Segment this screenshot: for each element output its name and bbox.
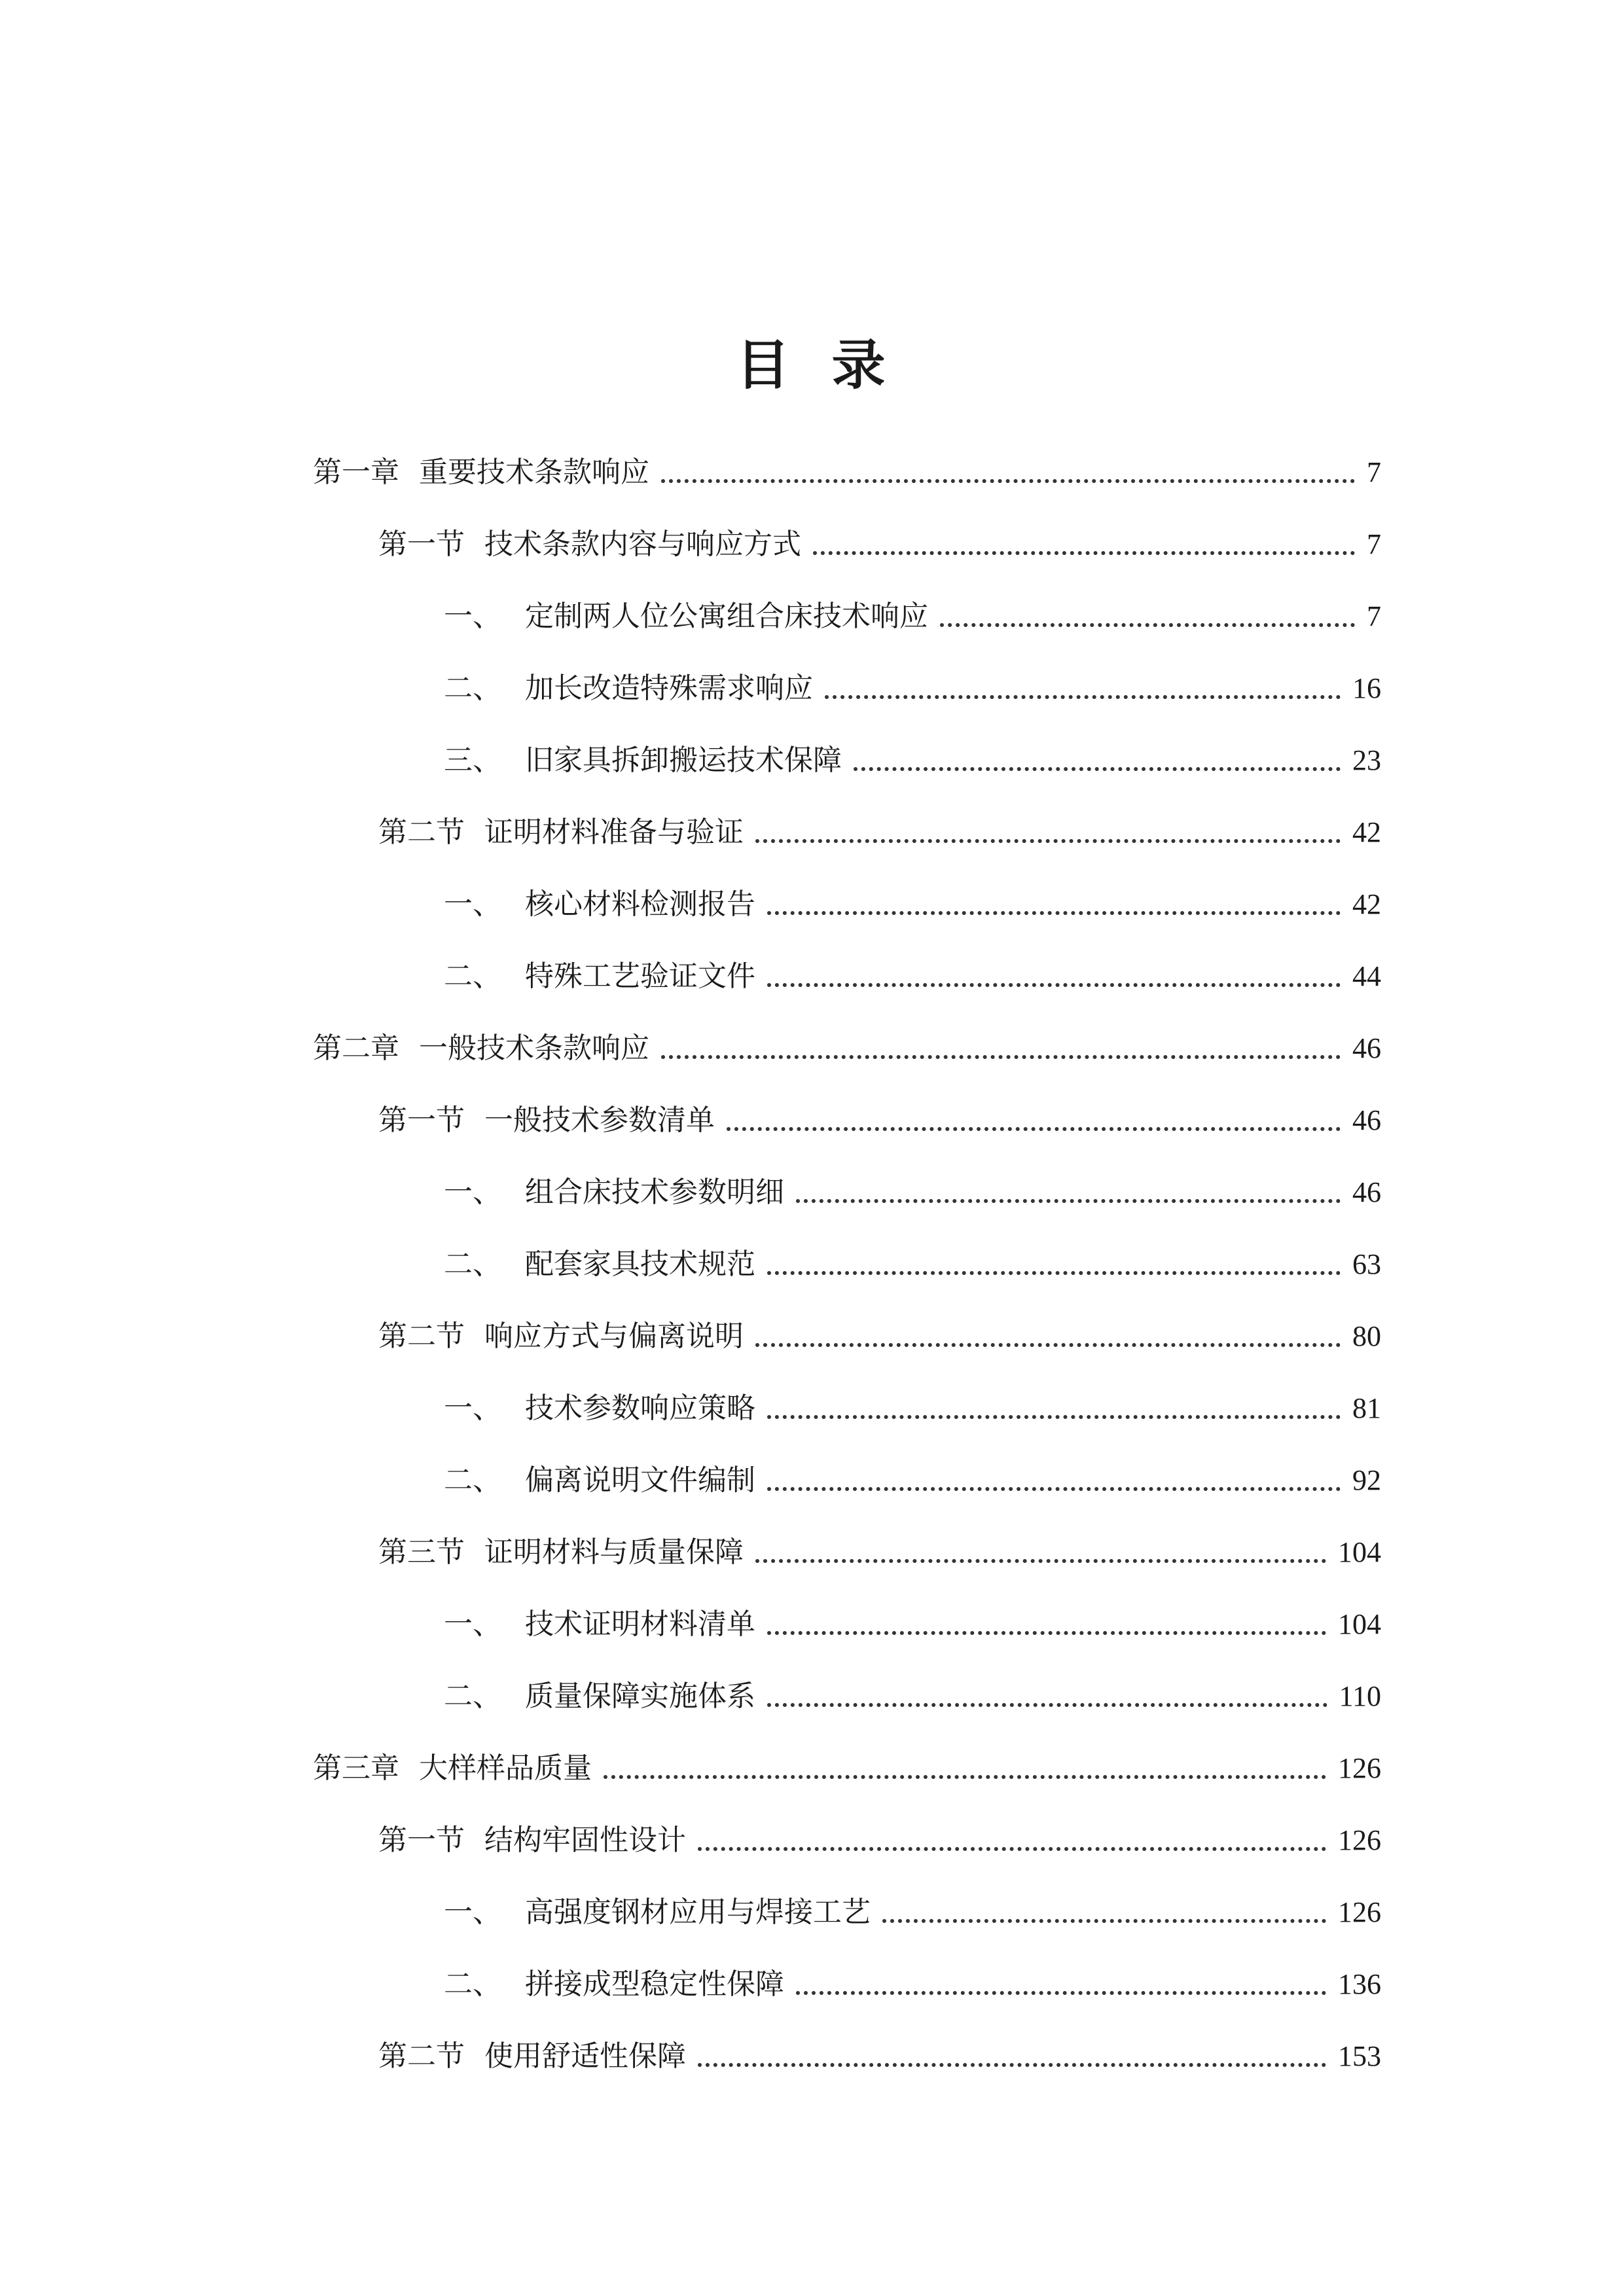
toc-entry-leader — [796, 1991, 1326, 1995]
toc-entry-label: 定制两人位公寓组合床技术响应 — [525, 600, 928, 633]
toc-entry[interactable] — [444, 1886, 1381, 1932]
toc-entry-label: 一般技术条款响应 — [419, 1031, 649, 1065]
toc-entry[interactable] — [444, 590, 1381, 636]
toc-entry-leader — [854, 767, 1341, 771]
toc-entry[interactable] — [378, 1310, 1381, 1356]
toc-entry-prefix: 第二章 — [313, 1031, 399, 1065]
toc-entry-leader — [755, 839, 1341, 843]
toc-entry[interactable] — [444, 1598, 1381, 1644]
toc-entry-leader — [698, 1847, 1326, 1851]
toc-entry-prefix: 二、 — [444, 960, 501, 993]
page-title-left: 目 — [736, 333, 793, 397]
toc-entry-leader — [604, 1775, 1326, 1779]
toc-entry-label: 证明材料与质量保障 — [484, 1535, 744, 1569]
toc-entry-page: 23 — [1352, 744, 1381, 776]
toc-entry-label: 证明材料准备与验证 — [484, 816, 744, 849]
toc-entry[interactable] — [378, 806, 1381, 852]
toc-entry-page: 7 — [1367, 456, 1381, 488]
toc-entry-prefix: 二、 — [444, 1247, 501, 1281]
toc-entry-page: 136 — [1338, 1968, 1381, 2000]
toc-entry-label: 旧家具拆卸搬运技术保障 — [525, 744, 842, 777]
toc-entry-prefix: 二、 — [444, 672, 501, 705]
toc-entry-label: 使用舒适性保障 — [484, 2039, 686, 2073]
toc-entry-leader — [767, 1703, 1327, 1707]
toc-entry-label: 配套家具技术规范 — [525, 1247, 755, 1281]
toc-entry-leader — [767, 1415, 1341, 1419]
toc-entry-page: 104 — [1338, 1608, 1381, 1640]
toc-entry[interactable] — [313, 1742, 1381, 1788]
toc-entry-prefix: 第一节 — [378, 528, 465, 561]
toc-entry-prefix: 第二节 — [378, 1319, 465, 1353]
toc-entry-prefix: 一、 — [444, 1607, 501, 1641]
toc-entry-label: 结构牢固性设计 — [484, 1823, 686, 1857]
toc-entry[interactable] — [313, 446, 1381, 492]
toc-entry-page: 42 — [1352, 816, 1381, 848]
toc-entry[interactable] — [444, 1238, 1381, 1284]
toc-entry-page: 63 — [1352, 1248, 1381, 1280]
toc-entry-prefix: 一、 — [444, 1895, 501, 1929]
toc-entry-label: 技术证明材料清单 — [525, 1607, 755, 1641]
toc-entry-page: 153 — [1338, 2040, 1381, 2072]
page-title-right: 录 — [831, 333, 888, 397]
toc-entry-label: 一般技术参数清单 — [484, 1103, 715, 1137]
toc-entry-leader — [882, 1919, 1326, 1923]
toc-entry-prefix: 第一节 — [378, 1103, 465, 1137]
toc-entry-page: 46 — [1352, 1104, 1381, 1136]
toc-entry-prefix: 第三节 — [378, 1535, 465, 1569]
toc-entry-page: 126 — [1338, 1752, 1381, 1784]
toc-entry-label: 技术参数响应策略 — [525, 1391, 755, 1425]
toc-entry-label: 特殊工艺验证文件 — [525, 960, 755, 993]
toc-entry-label: 加长改造特殊需求响应 — [525, 672, 813, 705]
toc-entry[interactable] — [444, 950, 1381, 996]
toc-entry-page: 42 — [1352, 888, 1381, 920]
toc-entry[interactable] — [378, 1094, 1381, 1140]
toc-entry-leader — [661, 1055, 1341, 1059]
toc-entry-leader — [813, 551, 1355, 555]
toc-entry[interactable] — [444, 878, 1381, 924]
toc-entry-label: 高强度钢材应用与焊接工艺 — [525, 1895, 871, 1929]
toc-entry-leader — [698, 2063, 1326, 2067]
toc-entry-leader — [661, 479, 1355, 483]
toc-entry-leader — [767, 911, 1341, 915]
toc-entry-page: 92 — [1352, 1464, 1381, 1496]
toc-entry-prefix: 第一节 — [378, 1823, 465, 1857]
toc-entry-label: 拼接成型稳定性保障 — [525, 1967, 784, 2001]
toc-entry[interactable] — [444, 1166, 1381, 1212]
toc-entry-label: 技术条款内容与响应方式 — [484, 528, 801, 561]
toc-entry-prefix: 一、 — [444, 888, 501, 921]
toc-entry-leader — [755, 1343, 1341, 1347]
toc-entry-leader — [940, 623, 1355, 627]
toc-entry-prefix: 一、 — [444, 600, 501, 633]
toc-entry-page: 16 — [1352, 672, 1381, 704]
toc-entry-label: 大样样品质量 — [419, 1751, 592, 1785]
toc-entry-leader — [767, 1271, 1341, 1275]
toc-entry-prefix: 二、 — [444, 1967, 501, 2001]
toc-entry-label: 核心材料检测报告 — [525, 888, 755, 921]
toc-entry-leader — [727, 1127, 1341, 1131]
toc-entry-page: 104 — [1338, 1536, 1381, 1568]
toc-entry-prefix: 二、 — [444, 1463, 501, 1497]
toc-entry-leader — [755, 1559, 1326, 1563]
toc-entry-leader — [767, 1631, 1326, 1635]
toc-entry-leader — [796, 1199, 1341, 1203]
toc-entry-label: 响应方式与偏离说明 — [484, 1319, 744, 1353]
toc-entry-label: 重要技术条款响应 — [419, 456, 649, 489]
toc-entry-prefix: 第二节 — [378, 2039, 465, 2073]
toc-entry-page: 126 — [1338, 1824, 1381, 1856]
toc-entry[interactable] — [378, 1814, 1381, 1860]
toc-entry-prefix: 二、 — [444, 1679, 501, 1713]
toc-entry-page: 7 — [1367, 600, 1381, 632]
toc-entry-prefix: 第二节 — [378, 816, 465, 849]
toc-entry-leader — [767, 983, 1341, 987]
toc-entry-label: 偏离说明文件编制 — [525, 1463, 755, 1497]
toc-entry[interactable] — [444, 734, 1381, 780]
toc-entry[interactable] — [378, 518, 1381, 564]
toc-entry-page: 44 — [1352, 960, 1381, 992]
toc-entry[interactable] — [378, 1526, 1381, 1572]
toc-entry-page: 46 — [1352, 1176, 1381, 1208]
toc-entry-prefix: 一、 — [444, 1175, 501, 1209]
toc-entry-page: 46 — [1352, 1032, 1381, 1064]
toc-entry-label: 组合床技术参数明细 — [525, 1175, 784, 1209]
toc-entry-prefix: 第一章 — [313, 456, 399, 489]
toc-entry-prefix: 三、 — [444, 744, 501, 777]
toc-entry[interactable] — [444, 662, 1381, 708]
toc-entry-page: 126 — [1338, 1896, 1381, 1928]
toc-entry[interactable] — [444, 1670, 1381, 1716]
toc-entry-page: 7 — [1367, 528, 1381, 560]
toc-entry-label: 质量保障实施体系 — [525, 1679, 755, 1713]
toc-entry[interactable] — [444, 1382, 1381, 1428]
toc-entry-page: 81 — [1352, 1392, 1381, 1424]
toc-entry-leader — [825, 695, 1341, 699]
toc-entry[interactable] — [313, 1022, 1381, 1068]
toc-entry-page: 110 — [1339, 1680, 1381, 1712]
toc-entry[interactable] — [444, 1454, 1381, 1500]
toc-entry[interactable] — [444, 1958, 1381, 2004]
toc-entry-prefix: 一、 — [444, 1391, 501, 1425]
page-title — [0, 329, 1624, 401]
toc-entry-prefix: 第三章 — [313, 1751, 399, 1785]
toc-entry-leader — [767, 1487, 1341, 1491]
toc-entry-page: 80 — [1352, 1320, 1381, 1352]
toc-entry[interactable] — [378, 2030, 1381, 2076]
